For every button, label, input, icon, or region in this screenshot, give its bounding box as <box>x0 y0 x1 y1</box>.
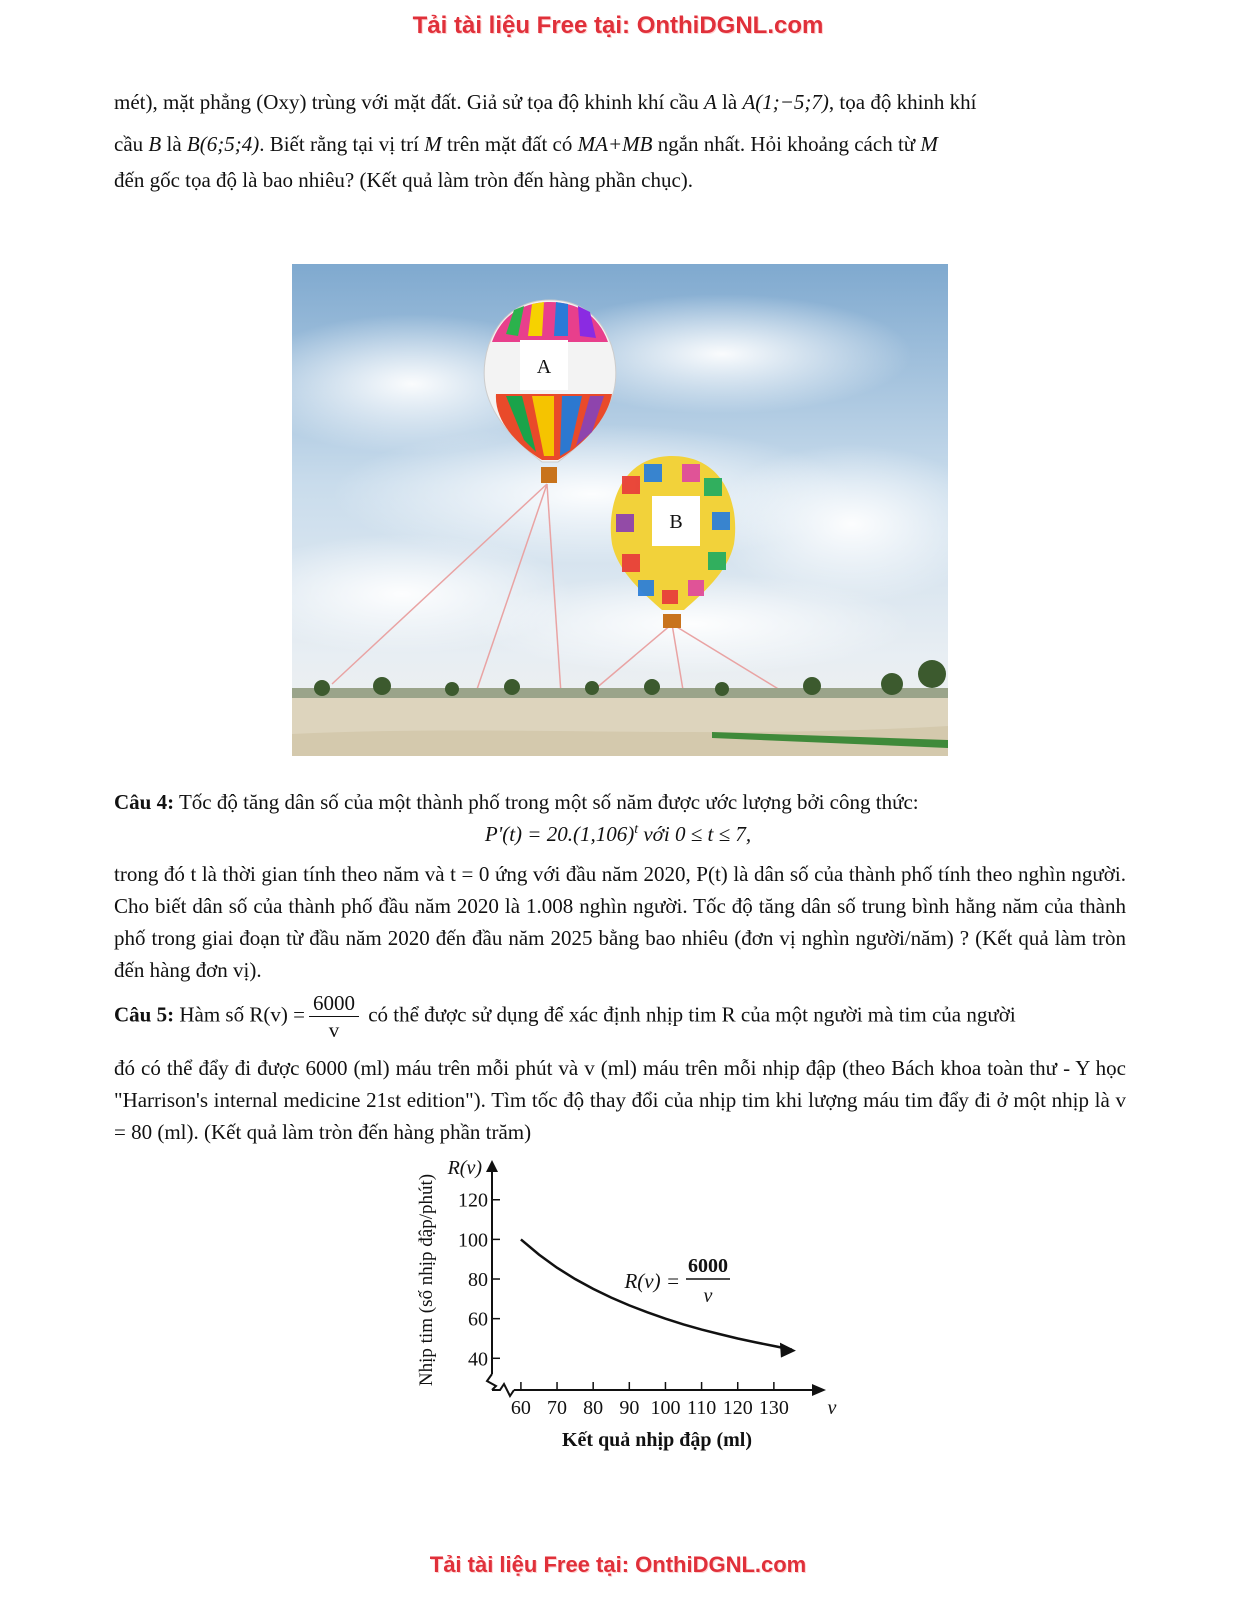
q4-label: Câu 4: <box>114 790 175 814</box>
x-tick-label: 90 <box>619 1397 640 1419</box>
balloon-photo <box>292 264 948 756</box>
q3-line-3: đến gốc tọa độ là bao nhiêu? (Kết quả làm tròn đến hàng phần chục). <box>114 168 694 192</box>
q3-paragraph <box>114 86 1126 196</box>
x-axis-label: Kết quả nhịp đập (ml) <box>561 1429 753 1451</box>
x-tick-label: 60 <box>510 1397 531 1419</box>
y-axis-name: R(v) <box>447 1157 482 1179</box>
balloon-a-label: A <box>536 356 552 378</box>
q4-intro: Câu 4: Tốc độ tăng dân số của một thành phố trong một số năm được ước lượng bởi công thức: <box>114 790 919 814</box>
x-tick-label: 120 <box>722 1397 753 1419</box>
function-numerator: 6000 <box>688 1255 728 1277</box>
q5-label: Câu 5: <box>114 1002 175 1027</box>
balloon-illustration <box>292 264 948 756</box>
y-tick-label: 100 <box>458 1229 488 1252</box>
y-tick-label: 80 <box>468 1269 488 1292</box>
x-tick-label: 110 <box>686 1397 717 1419</box>
y-tick-label: 40 <box>468 1348 488 1371</box>
q4-formula: $P'(t) = 20.(1,106)^t$ với 0 ≤ t ≤ 7, <box>484 822 752 846</box>
q5-intro: Câu 5: Hàm số R(v) = $\frac{6000}{v}$ có thể được sử dụng để xác định nhịp tim R của một người mà tim của người <box>114 991 1016 1042</box>
q5-fraction: $\frac{6000}{v}$ <box>309 990 359 1043</box>
function-denominator: v <box>703 1285 713 1307</box>
x-tick-label: 80 <box>583 1397 604 1419</box>
q5-body: đó có thể đẩy đi được 6000 (ml) máu trên mỗi phút và v (ml) máu trên mỗi nhịp đập (theo Bách khoa toàn thư - Y học "Harrison's internal medicine 21st edition"). Tìm tốc độ thay đổi của nhịp tim khi lượng máu tim đẩy đi ở một nhịp là v = 80 (ml). (Kết quả làm tròn đến hàng phần trăm) <box>114 1056 1126 1144</box>
footer-watermark[interactable]: Tải tài liệu Free tại: OnthiDGNL.com <box>429 1552 807 1577</box>
function-label: R(v) = <box>624 1269 680 1293</box>
q3-line-1: mét), mặt phẳng (Oxy) trùng với mặt đất. Giả sử tọa độ khinh khí cầu A là A(1;−5;7), tọa độ khinh khí <box>114 90 977 114</box>
y-axis-label: Nhịp tim (số nhịp đập/phút) <box>416 1173 437 1387</box>
chart-svg <box>412 1148 842 1460</box>
x-tick-label: 130 <box>758 1397 789 1419</box>
x-tick-label: 100 <box>650 1397 681 1419</box>
y-tick-label: 60 <box>468 1308 488 1331</box>
heart-rate-chart <box>412 1148 842 1460</box>
x-tick-label: 70 <box>547 1397 568 1419</box>
x-axis-name: v <box>827 1397 837 1419</box>
balloon-b-label: B <box>669 511 683 533</box>
q4-body: trong đó t là thời gian tính theo năm và t = 0 ứng với đầu năm 2020, P(t) là dân số của thành phố tính theo nghìn người. Cho biết dân số của thành phố đầu năm 2020 là 1.008 nghìn người. Tốc độ tăng dân số trung bình hằng năm của thành phố trong giai đoạn từ đầu năm 2020 đến đầu năm 2025 bằng bao nhiêu (đơn vị nghìn người/năm) ? (Kết quả làm tròn đến hàng đơn vị). <box>114 862 1126 982</box>
header-watermark[interactable]: Tải tài liệu Free tại: OnthiDGNL.com <box>412 12 824 39</box>
y-tick-label: 120 <box>458 1189 488 1212</box>
q3-line-2: cầu B là B(6;5;4). Biết rằng tại vị trí M trên mặt đất có MA+MB ngắn nhất. Hỏi khoảng cách từ M <box>114 132 938 156</box>
